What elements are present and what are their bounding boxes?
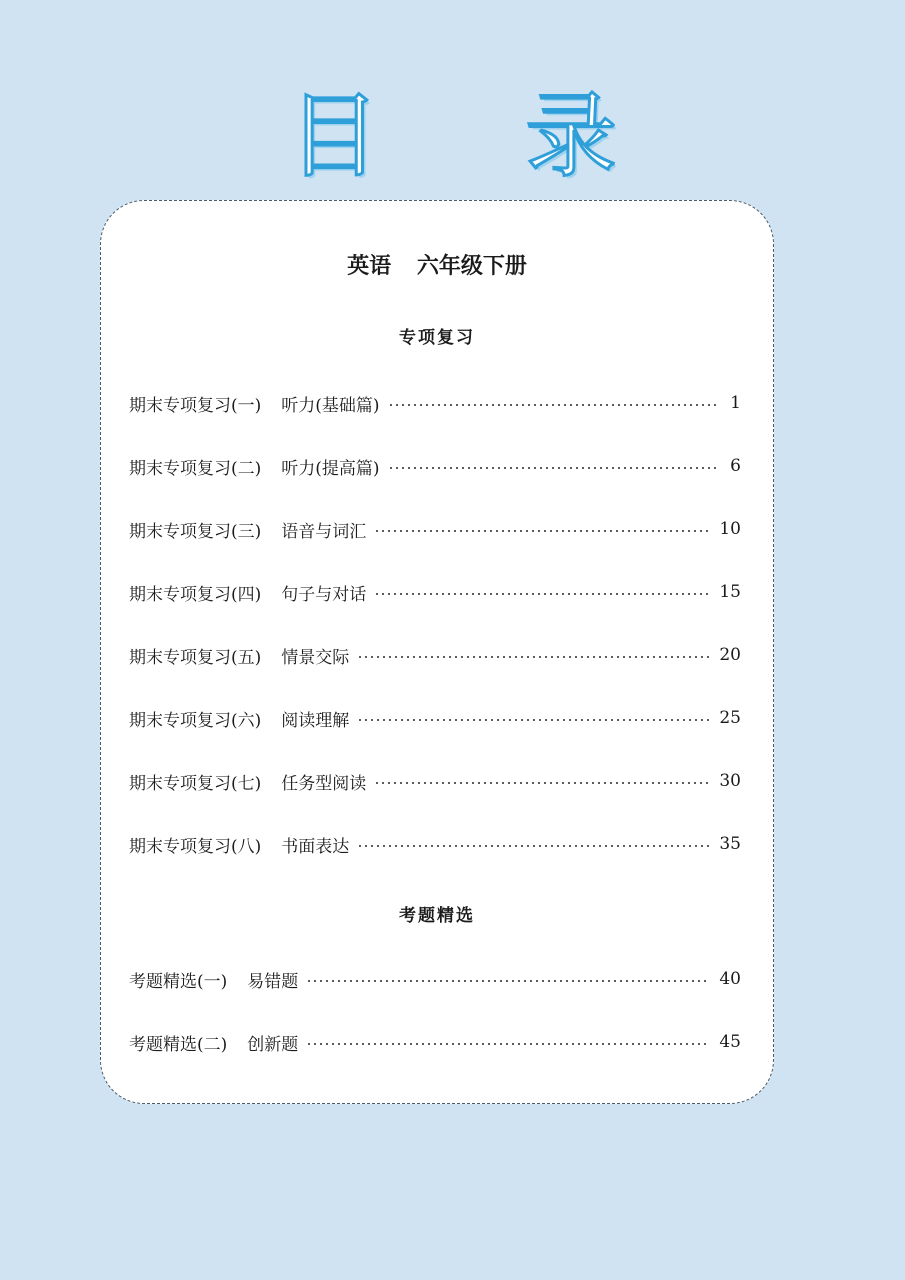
toc-entry[interactable] bbox=[129, 705, 741, 731]
entry-label: 期末专项复习(二) bbox=[129, 458, 262, 479]
section-title-selected-questions: 考题精选 bbox=[399, 906, 475, 926]
entry-topic: 书面表达 bbox=[281, 836, 350, 857]
entry-page-number: 35 bbox=[719, 834, 741, 854]
dot-leader bbox=[357, 845, 709, 847]
entry-label: 期末专项复习(五) bbox=[129, 647, 262, 668]
entry-topic: 句子与对话 bbox=[281, 584, 367, 605]
entry-topic: 语音与词汇 bbox=[281, 521, 367, 542]
toc-entry[interactable] bbox=[129, 390, 741, 416]
toc-entry[interactable] bbox=[129, 831, 741, 857]
entry-page-number: 30 bbox=[719, 771, 741, 791]
dot-leader bbox=[374, 593, 709, 595]
dot-leader bbox=[388, 467, 721, 469]
entry-label: 期末专项复习(八) bbox=[129, 836, 262, 857]
page-title: 目 录 bbox=[287, 83, 676, 190]
entry-topic: 阅读理解 bbox=[281, 710, 350, 731]
entry-label: 期末专项复习(七) bbox=[129, 773, 262, 794]
entry-page-number: 45 bbox=[719, 1032, 741, 1052]
section-title-review: 专项复习 bbox=[399, 328, 475, 348]
dot-leader bbox=[374, 530, 709, 532]
toc-entry[interactable] bbox=[129, 453, 741, 479]
entry-page-number: 25 bbox=[719, 708, 741, 728]
dot-leader bbox=[357, 656, 709, 658]
toc-entry[interactable] bbox=[129, 966, 741, 992]
entry-topic: 听力(提高篇) bbox=[281, 458, 380, 479]
table-of-contents bbox=[100, 200, 774, 1104]
dot-leader bbox=[306, 1043, 709, 1045]
entry-page-number: 20 bbox=[719, 645, 741, 665]
toc-entry[interactable] bbox=[129, 516, 741, 542]
entry-label: 期末专项复习(一) bbox=[129, 395, 262, 416]
entry-label: 考题精选(二) bbox=[129, 1034, 228, 1055]
entry-label: 期末专项复习(六) bbox=[129, 710, 262, 731]
toc-entry[interactable] bbox=[129, 642, 741, 668]
entry-label: 期末专项复习(三) bbox=[129, 521, 262, 542]
entry-page-number: 1 bbox=[730, 393, 741, 413]
entry-page-number: 15 bbox=[719, 582, 741, 602]
entry-label: 考题精选(一) bbox=[129, 971, 228, 992]
entry-page-number: 10 bbox=[719, 519, 741, 539]
dot-leader bbox=[374, 782, 709, 784]
entry-topic: 易错题 bbox=[247, 971, 299, 992]
entry-page-number: 40 bbox=[719, 969, 741, 989]
entry-topic: 情景交际 bbox=[281, 647, 350, 668]
toc-entry[interactable] bbox=[129, 579, 741, 605]
dot-leader bbox=[388, 404, 721, 406]
toc-entry[interactable] bbox=[129, 1029, 741, 1055]
entry-topic: 听力(基础篇) bbox=[281, 395, 380, 416]
dot-leader bbox=[357, 719, 709, 721]
entry-topic: 任务型阅读 bbox=[281, 773, 367, 794]
dot-leader bbox=[306, 980, 709, 982]
book-title: 英语 六年级下册 bbox=[347, 254, 527, 279]
toc-entry[interactable] bbox=[129, 768, 741, 794]
entry-label: 期末专项复习(四) bbox=[129, 584, 262, 605]
entry-page-number: 6 bbox=[730, 456, 741, 476]
entry-topic: 创新题 bbox=[247, 1034, 299, 1055]
